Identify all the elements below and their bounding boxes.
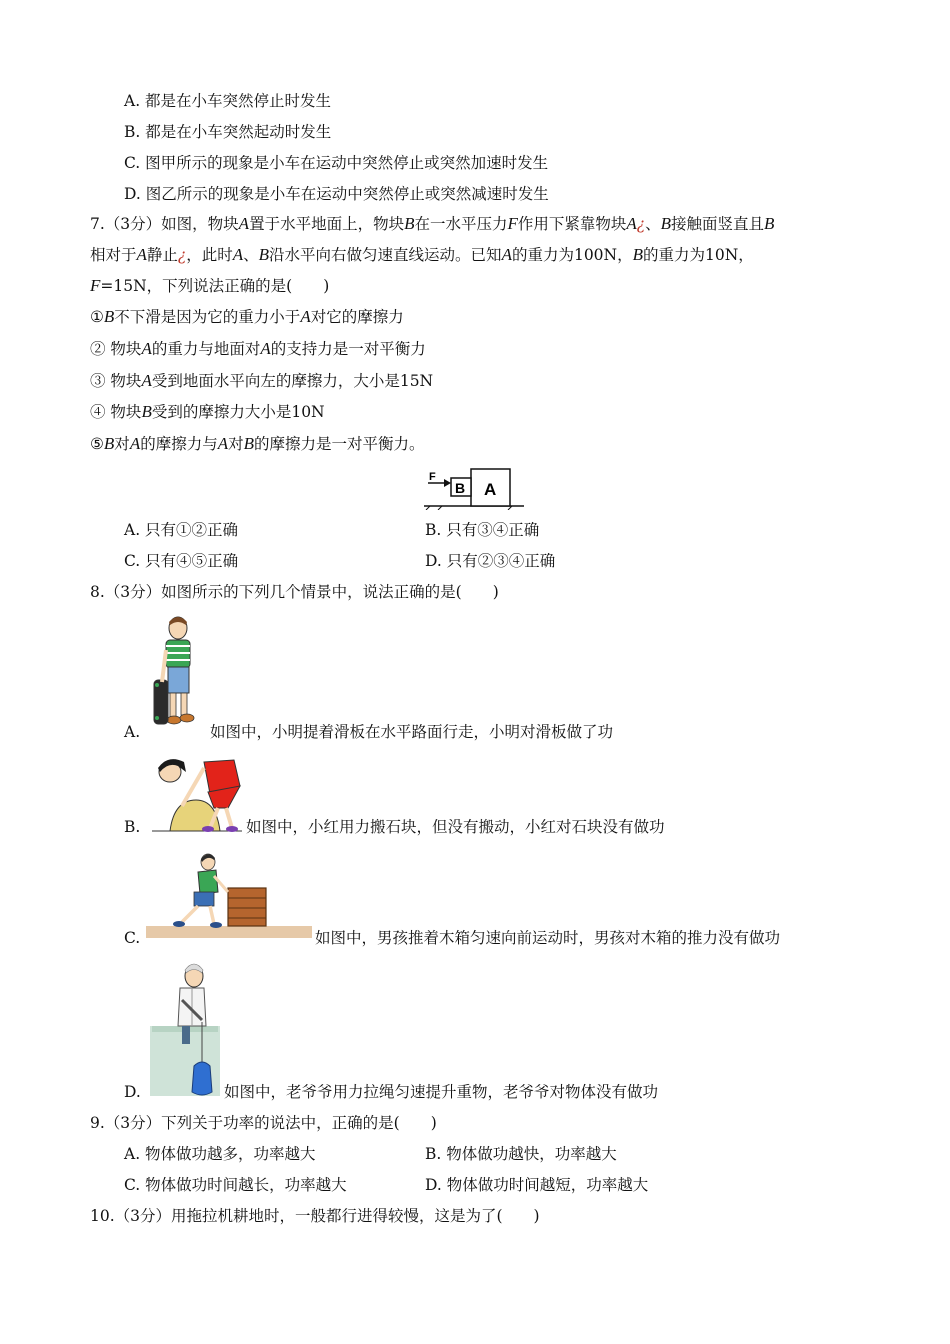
q7-force-blocks-figure bbox=[422, 466, 526, 510]
q8-option-c-text[interactable]: 如图中，男孩推着木箱匀速向前运动时，男孩对木箱的推力没有做功 bbox=[315, 929, 781, 947]
var-B: B bbox=[103, 307, 115, 326]
q8-option-a-label[interactable]: A. bbox=[124, 723, 141, 741]
question-number: 7.（3分） bbox=[90, 215, 162, 233]
q7-statement-5: ⑤B对A的摩擦力与A对B的摩擦力是一对平衡力。 bbox=[90, 434, 425, 453]
q8-option-b-text[interactable]: 如图中，小红用力搬石块，但没有搬动，小红对石块没有做功 bbox=[246, 818, 665, 836]
q7-statement-2: ② 物块A的重力与地面对A的支持力是一对平衡力 bbox=[90, 339, 426, 358]
q9-option-c[interactable]: C. 物体做功时间越长，功率越大 bbox=[124, 1176, 347, 1194]
q6-option-c[interactable]: C. 图甲所示的现象是小车在运动中突然停止或突然加速时发生 bbox=[124, 154, 549, 172]
q7-stem-line-3: F=15N，下列说法正确的是( ) bbox=[90, 276, 330, 295]
q6-option-b[interactable]: B. 都是在小车突然起动时发生 bbox=[124, 123, 332, 141]
q7-statement-1: ①B不下滑是因为它的重力小于A对它的摩擦力 bbox=[90, 307, 404, 326]
q7-statement-3: ③ 物块A受到地面水平向左的摩擦力，大小是15N bbox=[90, 371, 434, 390]
q8-option-b-label[interactable]: B. bbox=[124, 818, 141, 836]
q8-figure-c-boy-box bbox=[146, 850, 312, 944]
q7-statement-4: ④ 物块B受到的摩擦力大小是10N bbox=[90, 402, 325, 421]
q8-figure-d-old-man bbox=[150, 960, 220, 1096]
q8-figure-b-girl-stone bbox=[148, 752, 244, 834]
q6-option-d[interactable]: D. 图乙所示的现象是小车在运动中突然停止或突然减速时发生 bbox=[124, 185, 549, 203]
q8-option-a-text[interactable]: 如图中，小明提着滑板在水平路面行走，小明对滑板做了功 bbox=[210, 723, 614, 741]
q7-option-b[interactable]: B. 只有③④正确 bbox=[425, 521, 540, 539]
q8-option-d-label[interactable]: D. bbox=[124, 1083, 141, 1101]
q8-figure-a-boy-skateboard bbox=[148, 610, 206, 728]
q9-option-d[interactable]: D. 物体做功时间越短，功率越大 bbox=[425, 1176, 649, 1194]
q7-option-a[interactable]: A. 只有①②正确 bbox=[124, 521, 239, 539]
block-a-label: A bbox=[484, 480, 497, 499]
garbled-glyph: ¿ bbox=[636, 215, 646, 233]
q8-option-d-text[interactable]: 如图中，老爷爷用力拉绳匀速提升重物，老爷爷对物体没有做功 bbox=[224, 1083, 659, 1101]
arrowhead-icon bbox=[444, 479, 451, 487]
block-b-label: B bbox=[455, 480, 466, 496]
force-label: F bbox=[429, 471, 436, 483]
q6-option-a[interactable]: A. 都是在小车突然停止时发生 bbox=[124, 92, 332, 110]
q9-stem: 9.（3分）下列关于功率的说法中，正确的是( ) bbox=[90, 1114, 437, 1132]
q7-option-c[interactable]: C. 只有④⑤正确 bbox=[124, 552, 239, 570]
q10-stem: 10.（3分）用拖拉机耕地时，一般都行进得较慢，这是为了( ) bbox=[90, 1207, 540, 1225]
q7-stem-line-2: 相对于A静止¿，此时A、B沿水平向右做匀速直线运动。已知A的重力为100N，B的重力为10N， bbox=[90, 245, 754, 264]
q7-option-d[interactable]: D. 只有②③④正确 bbox=[425, 552, 556, 570]
q9-option-b[interactable]: B. 物体做功越快，功率越大 bbox=[425, 1145, 617, 1163]
q8-stem: 8.（3分）如图所示的下列几个情景中，说法正确的是( ) bbox=[90, 583, 499, 601]
q8-option-c-label[interactable]: C. bbox=[124, 929, 141, 947]
q7-stem-line-1: 7.（3分）如图，物块A置于水平地面上，物块B在一水平压力F作用下紧靠物块A¿、B接触面竖直且B bbox=[90, 214, 775, 233]
q9-option-a[interactable]: A. 物体做功越多，功率越大 bbox=[124, 1145, 316, 1163]
garbled-glyph: ¿ bbox=[177, 246, 187, 264]
